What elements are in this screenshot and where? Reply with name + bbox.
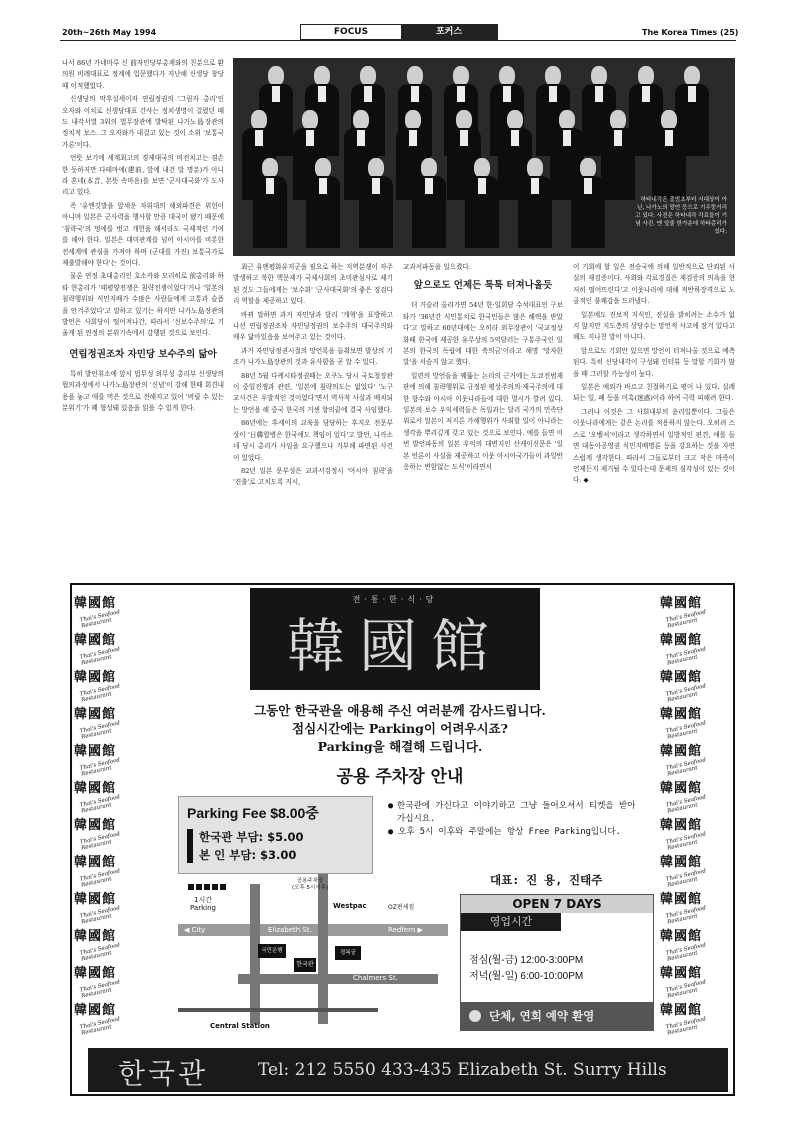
paragraph: 앞으로도 기회만 있으면 망언이 터져나올 것으로 예측된다. 특히 신당내각이 구성돼 인터뷰 등 말할 기회가 많을 때 그러할 가능성이 높다. (573, 346, 735, 378)
city-label: ◀ City (184, 926, 206, 934)
parking-icon (188, 884, 228, 890)
ad-line-3: Parking을 해결해 드립니다. (317, 739, 483, 754)
central-station-label: Central Station (210, 1022, 270, 1030)
restaurant-logo: 韓國館 Thai's Seafood Restaurant (74, 781, 121, 815)
section-banner (300, 24, 498, 40)
paragraph: 86년에는 후세이의 교육을 담당하는 후지오 전문부상이 '日韓합병은 한국에도 책임이 있다'고 발언, 나카소네 당시 총리가 사임을 요구했으나 거부해 파면된 사건이 있었다. (233, 419, 393, 462)
paragraph: 바뀌 말하면 과거 자민당과 달리 '개혁'을 표방하고 나선 연립정권조차 자민당정권의 보수주의 대국주의와 매우 닮아있음을 보여주고 있는 것이다. (233, 310, 393, 342)
paragraph: 이 기회에 할 일은 전승국에 의해 일반적으로 단죄된 사실의 재검증이다. 사회와 각료경질은 재검증의 의욕을 현저히 떨어뜨린다'고 이웃나라에 대해 적반하장격으로 노골적인 불쾌감을 드러냈다. (573, 263, 735, 306)
section-label-kr: 포커스 (401, 25, 497, 39)
hours-title: 영업시간 (461, 913, 561, 931)
owner-name: 대표: 진 용, 진태주 (490, 873, 603, 887)
gyeongbokgung-label: 경복궁 (335, 946, 361, 960)
paragraph: 교과서파동을 일으켰다. (403, 263, 471, 271)
paragraph: 최근 유엔평화유지군을 필요로 하는 지역분쟁이 자주 발생하고 북한 핵문제가 국제사회의 초미관심사로 제기된 것도 그들에게는 '보수화' '군사대국화'의 좋은 징검다리 역할을 제공하고 있다. (233, 263, 393, 306)
restaurant-logo: 韓國館 Thai's Seafood Restaurant (74, 670, 121, 704)
paragraph: 82년 일본 문부성은 교과서검정시 '아시아 침략'을 '진출'로 고치도록 지시, (233, 466, 393, 487)
paragraph: 신생당의 막후실세이자 연립정권의 '그림자 총리'인 오자와 이치로 신생당대표 간사는 정치생명이 걸렸던 때도 내각서열 3위의 법무장관에 발탁된 나가노島장관의 정치적 보스. 그 오자와가 내걸고 있는 것이 소위 '보통국가론'이다. (62, 95, 224, 149)
article-column-1 (62, 58, 224, 416)
ad-message (180, 702, 620, 756)
restaurant-logo: 韓國館 Thai's Seafood Restaurant (74, 707, 121, 741)
restaurant-logo: 韓國館 Thai's Seafood Restaurant (74, 818, 121, 852)
group-reservation-bar (461, 1002, 653, 1030)
chalmers-street-label: Chalmers St. (353, 974, 398, 982)
restaurant-location-marker: 한국관 (294, 958, 316, 972)
restaurant-logo: 韓國館 Thai's Seafood Restaurant (660, 670, 707, 704)
photo-caption: 하타내각은 출범초부터 시대상이 아닌, 나가노의 망언 등으로 기우뚱거리고 있다. 사진은 하타내각 각료들이 기념 사진. 맨 앞줄 한가운데 하타총리가 섰다. (635, 197, 727, 235)
restaurant-logo: 韓國館 Thai's Seafood Restaurant (660, 929, 707, 963)
article-column-2 (233, 262, 393, 491)
article-column-3 (403, 262, 563, 476)
paragraph: 즉 '유엔깃발을 앞세운 자위대의 해외파견은 위헌이 아니며 일본은 군사력을 행사할 만큼 대국이 됐기 때문에 '침략국'의 멍에를 벗고 개헌을 해서라도 국제적인 기여를 해야 한다. 일본은 대미관계를 넘어 아시아를 비롯한 전세계에 관심을 가져야 하며 (군대를 가진) 보통국가로 재출발해야 한다'는 것이다. (62, 201, 224, 267)
restaurant-logo: 韓國館 Thai's Seafood Restaurant (74, 744, 121, 778)
footer-restaurant-name: 한국관 (118, 1057, 209, 1090)
westpac-label: Westpac (333, 902, 367, 910)
ad-footer-bar (88, 1048, 728, 1092)
restaurant-logo: 韓國館 Thai's Seafood Restaurant (660, 596, 707, 630)
restaurant-name-banner (250, 588, 540, 690)
issue-date: 20th~26th May 1994 (62, 28, 157, 37)
subheadline: 연립정권조차 자민당 보수주의 닮아 (69, 348, 217, 360)
lunch-hours: 점심(월-금) 12:00-3:00PM (469, 955, 584, 966)
restaurant-logo: 韓國館 Thai's Seafood Restaurant (74, 596, 121, 630)
location-map (178, 874, 448, 1044)
restaurant-logo: 韓國館 Thai's Seafood Restaurant (74, 892, 121, 926)
page-number: (25) (720, 28, 739, 37)
parking-instructions: ● 한국관에 가신다고 이야기하고 그냥 들어오셔서 티켓을 받아 가십시요. ● 오후 5시 이후와 주말에는 항상 Free Parking입니다. (388, 800, 648, 839)
restaurant-logo: 韓國館 Thai's Seafood Restaurant (74, 1003, 121, 1037)
ad-line-2: 점심시간에는 Parking이 어려우시죠? (292, 721, 508, 736)
parking-title: 공용 주차장 안내 (336, 767, 464, 787)
paragraph: 물론 연정 초대총리인 호소카와 모리히로 前총리와 하타 현총리가 '태평양전쟁은 침략전쟁이었다'거나 '일본의 침략행위와 식민지배가 수많은 사람들에게 고통과 슬픔을 안겨주었다'고 말하고 있기는 하지만 나가노島장관의 발언은 사회당이 떨어져나간, 따라서 '신보수주의'로 기울게 된 연정의 분위기속에서 감행된 것으로 보인다. (62, 272, 224, 338)
paragraph: 일련의 망언들을 꿰뚫는 논리의 근거에는 도쿄전범재판에 의해 침략행위로 규정된 평상주의의·제국주의에 대한 향수와 아시아 이웃나라들에 대한 멸시가 깔려 있다. 일본의 보수 우익세력들은 독일과는 달리 국가의 민족단위로서 일본이 저지른 가해행위가 사죄할 일이 아니라는 생각을 뿌리깊게 갖고 있는 것으로 보인다. 예를 들면 이번 발언파동의 일본 우익의 대변지인 산케이신문은 '일본 언론이 사실을 제공하고 이웃 아시아국가들이 과잉반응하는 변함없는 도식'이라면서 (403, 371, 563, 472)
hours-list (469, 953, 583, 985)
restaurant-logo: 韓國館 Thai's Seafood Restaurant (660, 707, 707, 741)
restaurant-logo: 韓國館 Thai's Seafood Restaurant (660, 781, 707, 815)
public-parking-label: 공용주차장 (오후 5시이후) (292, 878, 329, 891)
restaurant-logo: 韓國館 Thai's Seafood Restaurant (74, 966, 121, 1000)
instruction-1: 한국관에 가신다고 이야기하고 그냥 들어오셔서 티켓을 받아 가십시요. (396, 801, 636, 824)
paragraph: 88년 5월 다케시타정권때는 오쿠노 당시 국토청장관이 중일전쟁과 관련, '일본에 침략의도는 없었다' '노구교사건은 우발적인 것이었다'면서 역사적 사실과 배치되는 망언을 해 중국 한국의 거센 항의끝에 결국 사임했다. (233, 371, 393, 414)
banner-subtitle: 전·통·한·식·당 (352, 595, 438, 604)
footer-contact: Tel: 212 5550 433-435 Elizabeth St. Surry Hills (258, 1060, 667, 1080)
restaurant-logo: 韓國館 Thai's Seafood Restaurant (74, 633, 121, 667)
paragraph: 일본에도 진보적 지식인, 진실을 밝히려는 소수가 없지 않지만 지도층의 상당수는 망언적 사고에 잠겨 있다고 해도 지나친 말이 아니다. (573, 310, 735, 342)
bank-label: 국민은행 (258, 944, 286, 958)
hours-box (460, 894, 654, 1031)
ad-line-1: 그동안 한국관을 애용해 주신 여러분께 감사드립니다. (254, 703, 546, 718)
publication-name (642, 28, 738, 37)
instruction-2: 오후 5시 이후와 주말에는 항상 Free Parking입니다. (398, 827, 621, 837)
fee-restaurant-share: 한국관 부담: $5.00 (199, 830, 304, 844)
restaurant-logo: 韓國館 Thai's Seafood Restaurant (660, 892, 707, 926)
open-days: OPEN 7 DAYS (461, 895, 653, 913)
restaurant-logo: 韓國館 Thai's Seafood Restaurant (660, 966, 707, 1000)
paragraph: 과거 자민당정권시절의 망언록을 들춰보면 발상의 기조가 나가노島장관의 것과 유사함을 곧 알 수 있다. (233, 346, 393, 367)
restaurant-logo: 韓國館 Thai's Seafood Restaurant (660, 1003, 707, 1037)
logo-stack-left (74, 592, 144, 1036)
group-reservation: 단체, 연회 예약 환영 (489, 1009, 595, 1023)
paragraph: 더 거슬러 올라가면 54년 한·일회담 수석대표인 구보타가 '36년간 식민통치로 한국민들은 많은 혜택을 받았다'고 말하고 60년대에는 오히라 외무장관이 '국교정상화때 한국에 제공한 유무상의 5억달러는 구통주국인 일본의 한국의 독립에 대한 축의금'이라고 해명 '망자한 말'을 서슴지 않고 했다. (403, 301, 563, 367)
one-hour-parking: 1시간 Parking (190, 896, 216, 912)
dinner-hours: 저녁(월-일) 6:00-10:00PM (469, 971, 584, 982)
restaurant-logo: 韓國館 Thai's Seafood Restaurant (74, 929, 121, 963)
logo-stack-right (660, 592, 730, 1036)
restaurant-logo: 韓國館 Thai's Seafood Restaurant (660, 818, 707, 852)
redfern-label: Redfern ▶ (388, 926, 423, 934)
oz-shop-label: OZ편세점 (388, 904, 415, 911)
fee-title: Parking Fee $8.00중 (187, 805, 319, 821)
paragraph: 특히 발언취소에 앞서 법무성 외무성 총리부 신생당의 협의과정에서 나가노島장관의 '신념'이 강해 한때 회견내용을 놓고 애를 먹은 것으로 전해지고 있어 '버릴 수 있는 분위기'가 꽤 형성돼 있음을 읽을 수 있게 한다. (62, 369, 224, 412)
fee-customer-share: 본 인 부담: $3.00 (199, 848, 297, 862)
restaurant-logo: 韓國館 Thai's Seafood Restaurant (660, 855, 707, 889)
restaurant-name-hanja: 韓國館 (286, 612, 503, 680)
paragraph: 그러나 이것은 그 사회내부의 윤리일뿐이다. 그들은 이웃나라에게는 같은 논리를 적용하지 않는다. 오히려 스스로 '오벨셔'이라고 생각하면서 일방적인 편견, 애를 들면 대동아공영권 식민지배명론 등을 강요하는 것을 자연스럽게 생각한다. 따라서 그들로부터 크고 작은 마족이 언제든지 제기될 수 있다는데 문제의 심각성이 있는 것이다. ◆ (573, 407, 735, 485)
restaurant-logo: 韓國館 Thai's Seafood Restaurant (660, 744, 707, 778)
paragraph: 나서 86년 가네마루 신 前자민당부총재와의 친분으로 환의원 비례대표로 정계에 입문했다가 지난해 신생당 창당때 이적했었다. (62, 59, 224, 90)
cabinet-group-photo (233, 58, 735, 256)
elizabeth-street-label: Elizabeth St. (268, 926, 312, 934)
paragraph: 일본은 예외가 바르고 친절하기로 평이 나 있다. 실례되는 일, 폐 등을 미혹(迷惑)이라 하여 극력 피해려 한다. (573, 383, 735, 403)
section-label-en: FOCUS (301, 25, 401, 39)
restaurant-logo: 韓國館 Thai's Seafood Restaurant (660, 633, 707, 667)
publication-title: The Korea Times (642, 28, 718, 37)
article-column-4 (573, 262, 735, 489)
parking-fee-box (178, 796, 373, 874)
restaurant-logo: 韓國館 Thai's Seafood Restaurant (74, 855, 121, 889)
subheadline: 앞으로도 언제든 툭툭 터져나올듯 (413, 280, 553, 292)
paragraph: 언뜻 보기에 세계최고의 경제대국의 비전치고는 겸손한 듯하지만 다테마에(建前, 앞에 내건 말 명분)가 아니라 혼네(本音, 본뜻 속마음)를 보면 '군사대국화'가 도사리고 있다. (62, 154, 224, 197)
